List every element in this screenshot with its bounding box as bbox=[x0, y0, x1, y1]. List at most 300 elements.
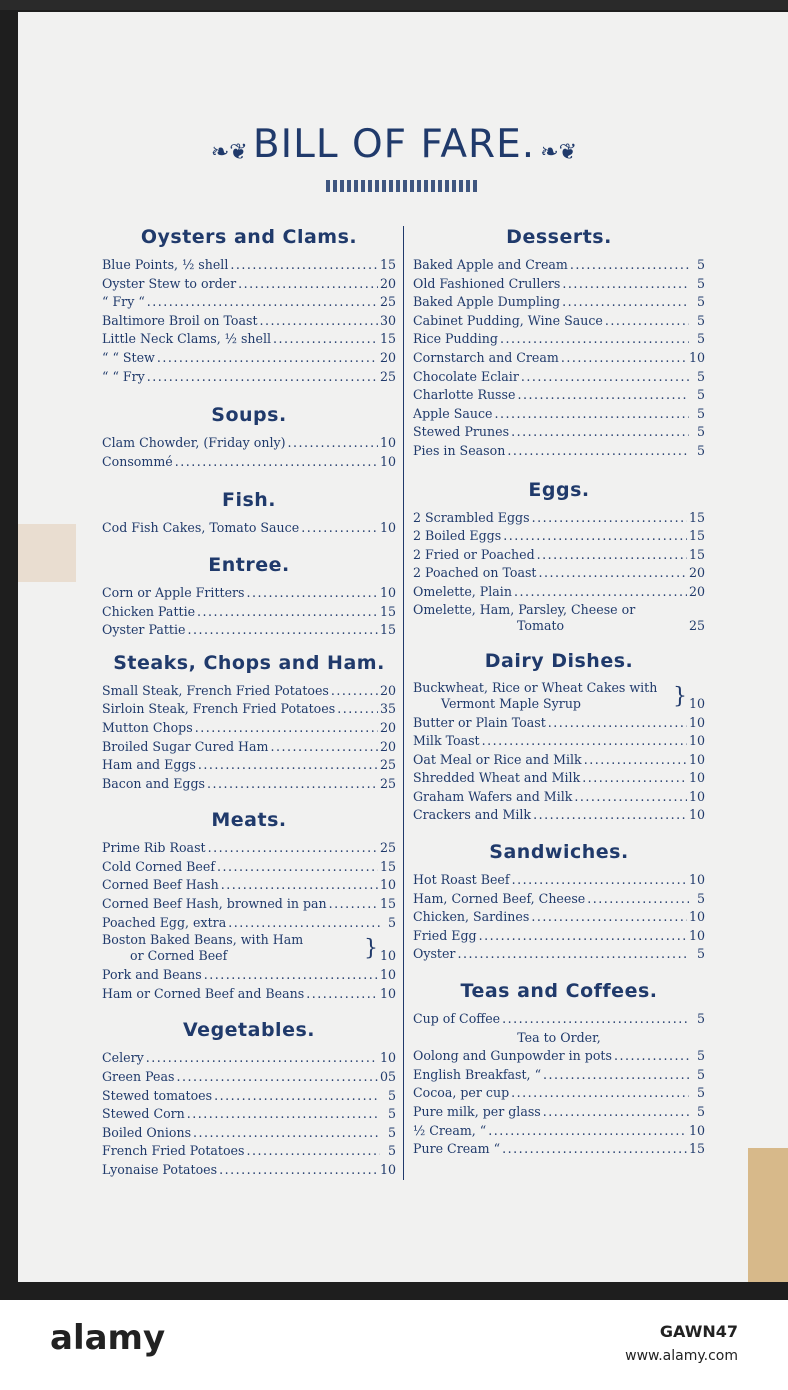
item-price: 15 bbox=[379, 622, 396, 638]
menu-item bbox=[413, 330, 705, 349]
menu-section bbox=[102, 652, 396, 794]
menu-item bbox=[102, 858, 396, 877]
menu-item bbox=[413, 405, 705, 424]
item-price: 30 bbox=[379, 312, 396, 328]
item-price: 5 bbox=[696, 946, 705, 962]
menu-item bbox=[102, 275, 396, 294]
menu-item bbox=[102, 519, 396, 538]
item-price: 5 bbox=[696, 387, 705, 403]
menu-section bbox=[102, 809, 396, 1003]
item-name: Poached Egg, extra bbox=[102, 914, 227, 930]
item-price: 25 bbox=[379, 368, 396, 384]
section-title: Soups. bbox=[211, 404, 287, 427]
menu-item bbox=[102, 914, 396, 933]
dot-leader bbox=[175, 453, 378, 472]
item-price: 25 bbox=[688, 617, 705, 633]
dot-leader bbox=[521, 368, 689, 387]
item-name: 2 Scrambled Eggs bbox=[413, 509, 530, 525]
item-name: Sirloin Steak, French Fried Potatoes bbox=[102, 701, 336, 717]
item-name: Corned Beef Hash, browned in pan bbox=[102, 896, 327, 912]
dot-leader bbox=[562, 293, 689, 312]
brace-icon: } bbox=[363, 936, 378, 962]
menu-item bbox=[413, 871, 705, 890]
menu-item bbox=[413, 945, 705, 964]
dot-leader bbox=[561, 349, 687, 368]
dot-leader bbox=[503, 527, 687, 546]
menu-subheading: Tea to Order, bbox=[517, 1029, 601, 1045]
section-title: Desserts. bbox=[506, 226, 612, 248]
item-name-continued: Tomato bbox=[517, 617, 565, 633]
dot-leader bbox=[217, 858, 378, 877]
item-price: 5 bbox=[696, 368, 705, 384]
item-name: Fried Egg bbox=[413, 927, 477, 943]
menu-section bbox=[102, 554, 396, 640]
item-name: Green Peas bbox=[102, 1069, 175, 1085]
item-price: 15 bbox=[379, 603, 396, 619]
menu-item bbox=[102, 839, 396, 858]
menu-item bbox=[102, 621, 396, 640]
item-name: Cup of Coffee bbox=[413, 1011, 501, 1027]
dot-leader bbox=[246, 1142, 380, 1161]
item-price: 5 bbox=[387, 1124, 396, 1140]
section-title: Oysters and Clams. bbox=[140, 226, 358, 248]
section-title: Steaks, Chops and Ham. bbox=[113, 651, 385, 674]
dot-leader bbox=[517, 386, 689, 405]
item-name: Boiled Onions bbox=[102, 1124, 192, 1140]
menu-section bbox=[102, 404, 396, 471]
dot-leader bbox=[176, 1068, 378, 1087]
item-name: Ham, Corned Beef, Cheese bbox=[413, 890, 586, 906]
menu-item bbox=[413, 714, 705, 733]
dot-leader bbox=[329, 895, 378, 914]
section-title: Sandwiches. bbox=[489, 841, 629, 864]
menu-item bbox=[413, 788, 705, 807]
dot-leader bbox=[532, 509, 687, 528]
item-price: 25 bbox=[379, 294, 396, 310]
item-name: Apple Sauce bbox=[413, 405, 493, 421]
menu-item bbox=[102, 256, 396, 275]
item-name: Pure Cream “ bbox=[413, 1141, 501, 1157]
dot-leader bbox=[195, 719, 378, 738]
item-name: Buckwheat, Rice or Wheat Cakes with bbox=[413, 679, 658, 695]
item-name: Chocolate Eclair bbox=[413, 368, 519, 384]
menu-item bbox=[102, 1068, 396, 1087]
item-name: Bacon and Eggs bbox=[102, 775, 205, 791]
dot-leader bbox=[331, 682, 378, 701]
left-column bbox=[102, 226, 396, 1180]
menu-item bbox=[413, 349, 705, 368]
item-name: Pork and Beans bbox=[102, 967, 202, 983]
menu-item bbox=[413, 806, 705, 825]
menu-item bbox=[102, 700, 396, 719]
section-title: Entree. bbox=[208, 553, 290, 576]
item-price: 15 bbox=[688, 509, 705, 525]
item-price: 5 bbox=[387, 1143, 396, 1159]
item-price: 20 bbox=[688, 583, 705, 599]
item-name: Omelette, Plain bbox=[413, 583, 512, 599]
item-name: Boston Baked Beans, with Ham bbox=[102, 932, 304, 948]
item-name: Oyster Stew to order bbox=[102, 275, 237, 291]
menu-section bbox=[413, 841, 705, 964]
item-price: 10 bbox=[379, 1162, 396, 1177]
item-name: Cornstarch and Cream bbox=[413, 349, 559, 365]
item-name: Pure milk, per glass bbox=[413, 1104, 541, 1119]
item-name: Cocoa, per cup bbox=[413, 1085, 510, 1101]
item-name: 2 Poached on Toast bbox=[413, 565, 537, 581]
item-name: 2 Fried or Poached bbox=[413, 546, 535, 562]
item-price: 5 bbox=[696, 257, 705, 272]
dot-leader bbox=[570, 256, 689, 275]
item-name: Oolong and Gunpowder in pots bbox=[413, 1048, 612, 1064]
item-price: 5 bbox=[696, 1011, 705, 1027]
menu-header bbox=[0, 122, 788, 167]
dot-leader bbox=[193, 1124, 380, 1143]
dot-leader bbox=[538, 564, 686, 583]
dot-leader bbox=[221, 876, 378, 895]
dot-leader bbox=[207, 775, 378, 794]
item-price: 25 bbox=[379, 757, 396, 773]
dot-leader bbox=[582, 769, 687, 788]
item-name: Oyster bbox=[413, 946, 456, 962]
item-price: 05 bbox=[379, 1069, 396, 1085]
item-price: 15 bbox=[379, 257, 396, 272]
section-title: Vegetables. bbox=[183, 1019, 315, 1042]
menu-item bbox=[413, 368, 705, 387]
menu-item bbox=[413, 423, 705, 442]
item-name: Cold Corned Beef bbox=[102, 858, 215, 874]
dot-leader bbox=[562, 275, 689, 294]
item-price: 5 bbox=[696, 442, 705, 458]
item-price: 10 bbox=[688, 788, 705, 804]
item-price: 5 bbox=[696, 275, 705, 291]
item-name: Ham and Eggs bbox=[102, 757, 196, 773]
section-title: Fish. bbox=[221, 489, 277, 512]
dot-leader bbox=[494, 405, 689, 424]
dot-leader bbox=[146, 1049, 378, 1068]
item-price: 10 bbox=[688, 695, 705, 711]
menu-item bbox=[413, 583, 705, 602]
image-id: GAWN47 bbox=[659, 1322, 738, 1341]
dot-leader bbox=[548, 714, 687, 733]
menu-item bbox=[102, 1161, 396, 1180]
item-price: 15 bbox=[688, 1141, 705, 1157]
item-price: 15 bbox=[379, 896, 396, 912]
item-name: Small Steak, French Fried Potatoes bbox=[102, 682, 329, 698]
item-name: Graham Wafers and Milk bbox=[413, 788, 573, 804]
item-name: Little Neck Clams, ½ shell bbox=[102, 331, 272, 347]
item-price: 20 bbox=[379, 275, 396, 291]
item-price: 10 bbox=[688, 872, 705, 888]
menu-item bbox=[413, 442, 705, 461]
item-price: 20 bbox=[688, 565, 705, 581]
item-price: 10 bbox=[688, 751, 705, 767]
item-price: 5 bbox=[696, 1085, 705, 1101]
menu-section bbox=[102, 1019, 396, 1179]
item-price: 10 bbox=[379, 948, 396, 964]
menu-section bbox=[413, 479, 705, 634]
item-name: Clam Chowder, (Friday only) bbox=[102, 435, 286, 451]
menu-item bbox=[102, 349, 396, 368]
menu-item bbox=[102, 1087, 396, 1106]
paper-corner-stain bbox=[748, 1148, 788, 1282]
item-price: 20 bbox=[379, 349, 396, 365]
section-title: Dairy Dishes. bbox=[484, 649, 634, 672]
menu-title: BILL OF FARE. bbox=[252, 122, 536, 167]
item-price: 25 bbox=[379, 775, 396, 791]
dot-leader bbox=[543, 1103, 689, 1122]
section-title: Meats. bbox=[211, 809, 287, 832]
menu-item bbox=[413, 680, 705, 712]
item-name: “ “ Stew bbox=[102, 349, 155, 365]
item-name: Milk Toast bbox=[413, 733, 480, 749]
menu-item bbox=[102, 434, 396, 453]
dot-leader bbox=[230, 256, 378, 275]
alamy-logo: alamy bbox=[50, 1318, 166, 1358]
menu-item bbox=[102, 985, 396, 1004]
item-price: 10 bbox=[379, 453, 396, 469]
menu-item bbox=[102, 330, 396, 349]
item-name: Chicken, Sardines bbox=[413, 909, 530, 925]
dot-leader bbox=[502, 1140, 687, 1159]
item-price: 10 bbox=[688, 733, 705, 749]
menu-item bbox=[102, 895, 396, 914]
item-name: Consommé bbox=[102, 453, 173, 469]
menu-section bbox=[413, 980, 705, 1159]
menu-item bbox=[102, 1124, 396, 1143]
dot-leader bbox=[482, 732, 687, 751]
menu-item bbox=[413, 751, 705, 770]
dot-leader bbox=[511, 423, 689, 442]
menu-section bbox=[102, 489, 396, 538]
item-price: 20 bbox=[379, 719, 396, 735]
menu-item bbox=[413, 1140, 705, 1159]
item-price: 35 bbox=[379, 701, 396, 717]
dot-leader bbox=[500, 330, 689, 349]
dot-leader bbox=[587, 890, 689, 909]
menu-item bbox=[413, 927, 705, 946]
item-name: Broiled Sugar Cured Ham bbox=[102, 738, 269, 754]
dot-leader bbox=[247, 584, 378, 603]
menu-section bbox=[413, 650, 705, 826]
item-name: French Fried Potatoes bbox=[102, 1143, 245, 1159]
item-price: 10 bbox=[379, 877, 396, 893]
menu-item bbox=[413, 769, 705, 788]
dot-leader bbox=[457, 945, 689, 964]
section-title: Teas and Coffees. bbox=[460, 980, 658, 1003]
right-column bbox=[413, 226, 705, 1159]
menu-item bbox=[102, 966, 396, 985]
section-title: Eggs. bbox=[528, 478, 590, 501]
dot-leader bbox=[208, 839, 378, 858]
dot-leader bbox=[512, 871, 687, 890]
dot-leader bbox=[270, 738, 377, 757]
item-price: 5 bbox=[696, 312, 705, 328]
item-price: 10 bbox=[688, 807, 705, 823]
item-name: Chicken Pattie bbox=[102, 603, 196, 619]
item-price: 15 bbox=[688, 546, 705, 562]
column-divider bbox=[403, 226, 404, 1180]
menu-item bbox=[102, 453, 396, 472]
dot-leader bbox=[502, 1010, 689, 1029]
menu-item bbox=[413, 1010, 705, 1029]
item-price: 10 bbox=[688, 349, 705, 365]
item-price: 15 bbox=[688, 528, 705, 544]
item-price: 10 bbox=[688, 927, 705, 943]
item-price: 10 bbox=[379, 520, 396, 536]
menu-item bbox=[413, 1066, 705, 1085]
item-price: 5 bbox=[696, 1066, 705, 1082]
menu-item bbox=[413, 275, 705, 294]
item-name: Hot Roast Beef bbox=[413, 872, 510, 888]
item-price: 5 bbox=[387, 914, 396, 930]
menu-section bbox=[102, 226, 396, 386]
menu-item bbox=[413, 732, 705, 751]
menu-item bbox=[102, 312, 396, 331]
menu-item bbox=[413, 1047, 705, 1066]
menu-item bbox=[102, 719, 396, 738]
item-name: Blue Points, ½ shell bbox=[102, 257, 229, 272]
ornamental-rule bbox=[326, 180, 478, 192]
fleuron-left-icon: ❧❦ bbox=[210, 140, 248, 165]
item-name: Baked Apple Dumpling bbox=[413, 294, 561, 310]
item-name-continued: Vermont Maple Syrup bbox=[441, 695, 581, 711]
item-name: Pies in Season bbox=[413, 442, 506, 458]
item-price: 5 bbox=[387, 1106, 396, 1122]
item-name-continued: or Corned Beef bbox=[130, 948, 228, 964]
watermark-url: www.alamy.com bbox=[625, 1348, 738, 1364]
dot-leader bbox=[198, 756, 378, 775]
dot-leader bbox=[488, 1122, 687, 1141]
item-name: Celery bbox=[102, 1050, 144, 1066]
item-name: ½ Cream, “ bbox=[413, 1122, 487, 1138]
item-name: Butter or Plain Toast bbox=[413, 714, 546, 730]
menu-item bbox=[413, 1103, 705, 1122]
menu-item bbox=[413, 546, 705, 565]
menu-item bbox=[413, 908, 705, 927]
item-name: Baltimore Broil on Toast bbox=[102, 312, 258, 328]
item-name: Crackers and Milk bbox=[413, 807, 532, 823]
item-name: Cabinet Pudding, Wine Sauce bbox=[413, 312, 603, 328]
dot-leader bbox=[301, 519, 378, 538]
item-name: Oyster Pattie bbox=[102, 622, 186, 638]
menu-item bbox=[102, 1142, 396, 1161]
item-name: Lyonaise Potatoes bbox=[102, 1162, 218, 1177]
item-price: 15 bbox=[379, 331, 396, 347]
dot-leader bbox=[605, 312, 689, 331]
item-name: Stewed Prunes bbox=[413, 424, 510, 440]
menu-item bbox=[102, 603, 396, 622]
menu-item bbox=[413, 312, 705, 331]
item-name: Stewed Corn bbox=[102, 1106, 185, 1122]
dot-leader bbox=[204, 966, 378, 985]
menu-item bbox=[102, 1049, 396, 1068]
item-price: 10 bbox=[688, 909, 705, 925]
item-name: “ Fry “ bbox=[102, 294, 145, 310]
dot-leader bbox=[306, 985, 378, 1004]
brace-icon: } bbox=[672, 683, 687, 709]
item-price: 10 bbox=[379, 967, 396, 983]
dot-leader bbox=[260, 312, 378, 331]
item-price: 10 bbox=[379, 584, 396, 600]
menu-item bbox=[102, 293, 396, 312]
item-name: Stewed tomatoes bbox=[102, 1087, 213, 1103]
dot-leader bbox=[273, 330, 378, 349]
menu-item bbox=[102, 682, 396, 701]
menu-item bbox=[413, 527, 705, 546]
item-name: Ham or Corned Beef and Beans bbox=[102, 985, 305, 1001]
dot-leader bbox=[214, 1087, 380, 1106]
item-name: Mutton Chops bbox=[102, 719, 193, 735]
menu-item bbox=[413, 1122, 705, 1141]
dot-leader bbox=[147, 293, 378, 312]
dot-leader bbox=[219, 1161, 378, 1180]
item-price: 5 bbox=[696, 890, 705, 906]
item-name: Corned Beef Hash bbox=[102, 877, 219, 893]
item-name: English Breakfast, “ bbox=[413, 1066, 542, 1082]
menu-section bbox=[413, 226, 705, 461]
dot-leader bbox=[507, 442, 689, 461]
item-name: Oat Meal or Rice and Milk bbox=[413, 751, 582, 767]
dot-leader bbox=[614, 1047, 689, 1066]
item-name: Prime Rib Roast bbox=[102, 840, 206, 856]
menu-item bbox=[102, 932, 396, 964]
item-price: 5 bbox=[387, 1087, 396, 1103]
menu-item bbox=[102, 756, 396, 775]
menu-item bbox=[413, 602, 705, 634]
item-price: 5 bbox=[696, 1048, 705, 1064]
item-price: 5 bbox=[696, 294, 705, 310]
item-name: Shredded Wheat and Milk bbox=[413, 770, 581, 786]
item-name: 2 Boiled Eggs bbox=[413, 528, 502, 544]
dot-leader bbox=[511, 1084, 689, 1103]
dot-leader bbox=[147, 368, 378, 387]
menu-item bbox=[102, 584, 396, 603]
menu-item bbox=[413, 509, 705, 528]
fleuron-right-icon: ❧❦ bbox=[540, 140, 578, 165]
menu-item bbox=[413, 256, 705, 275]
item-price: 20 bbox=[379, 682, 396, 698]
item-name: Rice Pudding bbox=[413, 331, 498, 347]
menu-item bbox=[102, 738, 396, 757]
item-name: “ “ Fry bbox=[102, 368, 145, 384]
item-name: Omelette, Ham, Parsley, Cheese or bbox=[413, 601, 636, 617]
top-border bbox=[0, 0, 788, 10]
menu-item bbox=[102, 1105, 396, 1124]
dot-leader bbox=[187, 1105, 380, 1124]
dot-leader bbox=[197, 603, 378, 622]
dot-leader bbox=[238, 275, 378, 294]
paper-tab bbox=[18, 524, 76, 582]
item-name: Cod Fish Cakes, Tomato Sauce bbox=[102, 520, 300, 536]
dot-leader bbox=[288, 434, 378, 453]
dot-leader bbox=[543, 1066, 689, 1085]
item-price: 5 bbox=[696, 424, 705, 440]
item-name: Old Fashioned Crullers bbox=[413, 275, 561, 291]
menu-item bbox=[413, 386, 705, 405]
dot-leader bbox=[479, 927, 687, 946]
dot-leader bbox=[584, 751, 687, 770]
item-name: Charlotte Russe bbox=[413, 387, 516, 403]
item-name: Baked Apple and Cream bbox=[413, 257, 568, 272]
menu-item bbox=[102, 876, 396, 895]
menu-item bbox=[413, 1084, 705, 1103]
item-price: 10 bbox=[379, 1050, 396, 1066]
item-price: 25 bbox=[379, 840, 396, 856]
item-price: 10 bbox=[379, 435, 396, 451]
item-price: 5 bbox=[696, 331, 705, 347]
dot-leader bbox=[157, 349, 378, 368]
dot-leader bbox=[187, 621, 378, 640]
